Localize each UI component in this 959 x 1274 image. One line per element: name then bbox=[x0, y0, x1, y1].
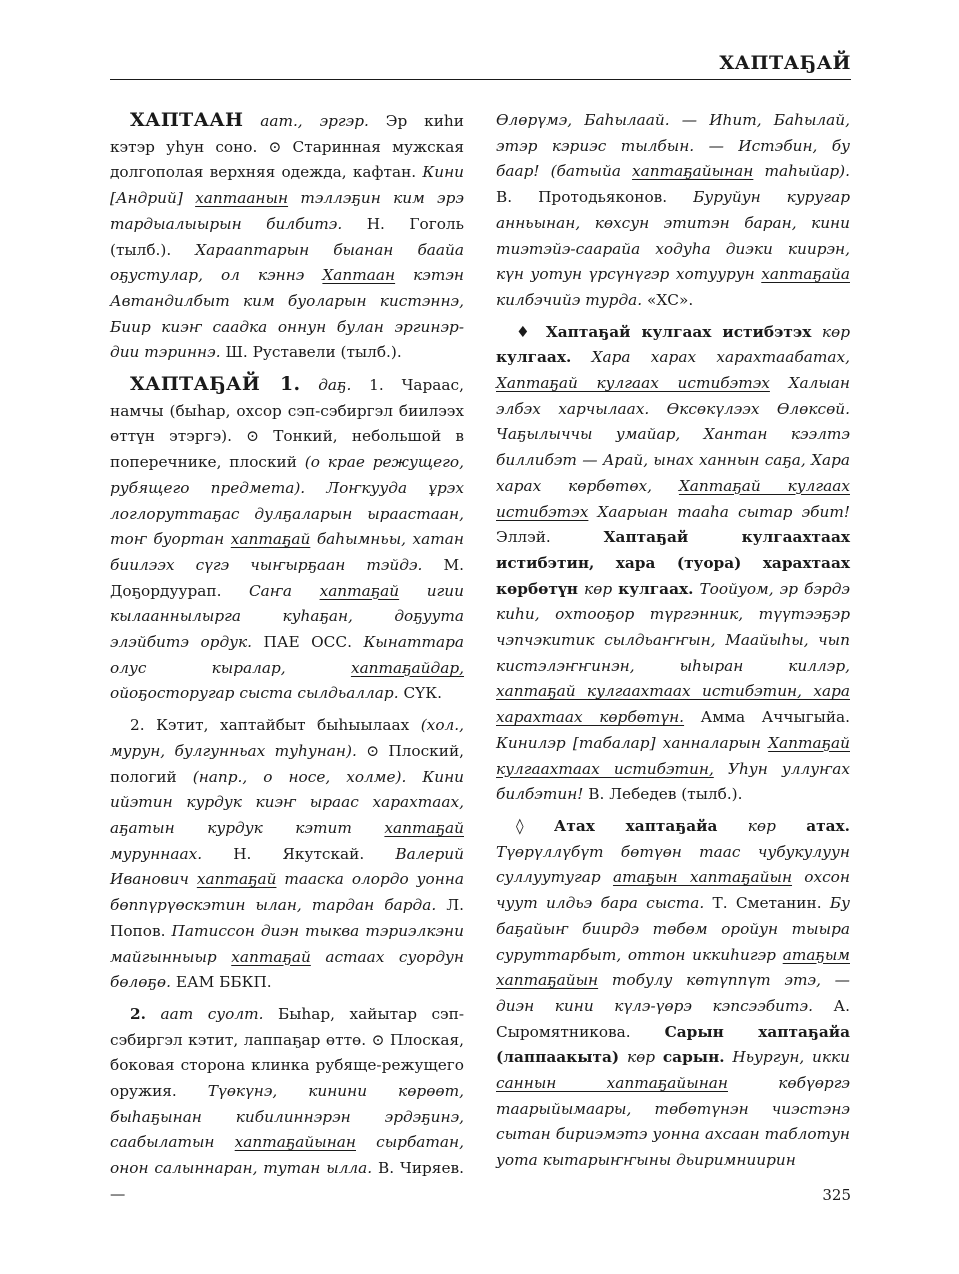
example-keyword: хаптаҕай bbox=[384, 818, 464, 837]
example-keyword: хаптаҕайынан bbox=[632, 162, 754, 181]
example-keyword: хаптаанын bbox=[195, 189, 289, 208]
idiom-atakh-khaptagaia bbox=[496, 814, 850, 1174]
example: игии кылааннылырга куһаҕан, доҕуута элэйбитэ ордук. bbox=[110, 581, 464, 652]
example-keyword: Хаптаҕай кулгаах истибэтэх bbox=[496, 374, 770, 393]
source: Ш. Руставели (тылб.). bbox=[225, 343, 402, 362]
example-keyword: хаптаҕайынан bbox=[234, 1133, 356, 1152]
source: В. Протодьяконов. bbox=[496, 188, 668, 207]
right-column bbox=[496, 108, 850, 1180]
example-keyword: хаптаҕай bbox=[230, 530, 311, 549]
source: ПАЕ ОСС. bbox=[263, 633, 352, 652]
example: Кини ийэтин курдук киэҥ ыраас харахтаах, аҕатын курдук кэтит bbox=[110, 767, 464, 837]
source: ЕАМ ББКП. bbox=[175, 973, 272, 992]
source: Л. Попов. bbox=[110, 896, 464, 940]
idiom-headword: Атах хаптаҕайа bbox=[553, 816, 718, 835]
grammar-label: аат., эргэр. bbox=[260, 112, 369, 130]
source: Н. Гоголь (тылб.). bbox=[110, 214, 464, 259]
example: Өлөрүмэ, Баһылаай. — Иhит, Баһылай, этэр кэриэс тылбын. — Истэбин, бу баар! (батыйа bbox=[496, 111, 850, 181]
usage-note: (напр., о носе, холме). bbox=[192, 767, 407, 786]
source: Н. Якутскай. bbox=[233, 844, 365, 863]
example-keyword: атаҕым хаптаҕайын bbox=[496, 945, 850, 990]
headword: ХАПТААН bbox=[130, 109, 244, 131]
example: тааска олордо уонна бөппүрүөскэтин ылан, тардан барда. bbox=[110, 870, 464, 915]
grammar-label: аат суолт. bbox=[160, 1004, 264, 1023]
example: Кынаттара олус кыралар, bbox=[110, 633, 464, 677]
example: Саҥа bbox=[248, 581, 293, 600]
example-keyword: хаптаҕайдар, bbox=[350, 658, 464, 677]
example-keyword: Хаптаҕай кулгаахтаах истибэтин, bbox=[496, 733, 850, 778]
example-keyword: саннын хаптаҕайынан bbox=[496, 1074, 728, 1093]
source: Амма Аччыгыйа. bbox=[700, 708, 850, 727]
see-label: көр bbox=[747, 816, 776, 835]
idiom-marker: ◊ bbox=[516, 816, 524, 835]
example: таһыйар). bbox=[764, 162, 850, 181]
cross-reference: атах. bbox=[806, 816, 850, 835]
source: «ХС». bbox=[647, 290, 694, 309]
continued-examples bbox=[496, 108, 850, 314]
example: тобулу көтүппүт этэ, — диэн кини күлэ-үөрэ кэпсээбитэ. bbox=[496, 971, 850, 1015]
see-label: көр bbox=[626, 1048, 656, 1067]
entry-haptagai-1 bbox=[110, 372, 464, 707]
example: Халыан элбэх харчылаах. Өксөкүлээх Өлөксөй. Чаҕылыччы умайар, Хантан кээлтэ биллибэт — Арай, ынах ханнын саҕа, Хара харах көрбөтөх, bbox=[496, 374, 850, 495]
example: ойоҕосторугар сыста сылдьаллар. bbox=[110, 684, 399, 703]
example: Тоойуом, эр бэрдэ киһи, охтооҕор түргэнник, түүтээҕэр чэпчэкитик сылдьаҥҥын, Маайыһы, чып кистэлэҥҥинэн, ыһыран киллэр, bbox=[496, 579, 850, 675]
definition: 2. Кэтит, хаптайбыт быһыылаах bbox=[130, 716, 410, 735]
example-keyword: хаптаҕай bbox=[196, 870, 277, 889]
left-column bbox=[110, 108, 464, 1214]
example: Ньургун, икки bbox=[732, 1048, 850, 1067]
cross-reference: сарын. bbox=[662, 1048, 725, 1067]
example: Харааптарын быанан баайа оҕустулар, ол кэннэ bbox=[110, 240, 464, 285]
example: Кинилэр [табалар] ханналарын bbox=[496, 733, 761, 752]
example-keyword: хаптаҕай кулгаахтаах истибэтин, хара харахтаах көрбөтүн. bbox=[496, 682, 850, 727]
page-number: 325 bbox=[822, 1186, 851, 1204]
running-head: ХАПТАҔАЙ bbox=[719, 52, 851, 74]
usage-note: (о крае режущего, рубящего предмета). bbox=[110, 453, 464, 497]
example: көбүөргэ таарыйымаары, төбөтүнэн чиэстэнэ сытан бириэмэтэ уонна ахсаан таблотун уота кытарыҥҥыны дьиримниирин bbox=[496, 1074, 850, 1170]
source: В. Лебедев (тылб.). bbox=[588, 785, 743, 804]
example: Хаарыан тааһа сытар эбит! bbox=[597, 502, 850, 521]
entry-haptaan bbox=[110, 108, 464, 366]
source: В. Чиряев. — bbox=[110, 1159, 464, 1203]
example: Лоҥкууда ұрэх логлоруттаҕас дулҕаларын ыраастаан, тоҥ буортан bbox=[110, 478, 464, 549]
example-keyword: хаптаҕайа bbox=[761, 265, 850, 284]
example-keyword: хаптаҕай bbox=[231, 947, 311, 966]
header-rule bbox=[110, 79, 851, 80]
idiom-khaptagai-kulgaakh bbox=[496, 320, 850, 808]
example: Хара харах харахтаабатах, bbox=[591, 348, 850, 367]
source: Эллэй. bbox=[496, 528, 551, 547]
example: Бу баҕайыҥ биирдэ төбөм оройун тыыра суруттарбыт, оттон иккиһигэр bbox=[496, 894, 850, 964]
example: Түөрүллүбүт бөтүөн таас чубукулуун суллуутугар bbox=[496, 842, 850, 887]
idiom-marker: ♦ bbox=[516, 322, 536, 341]
idiom-headword: Хаптаҕай кулгаахтаах истибэтин, хара (туора) харахтаах көрбөтүн bbox=[496, 528, 850, 598]
example: астаах суордун бөлөҕө. bbox=[110, 947, 464, 992]
homonym-2 bbox=[110, 1002, 464, 1208]
example: Патиссон диэн тыква тэриэлкэни майгынныыр bbox=[110, 921, 464, 966]
see-label: көр bbox=[821, 322, 850, 341]
source: Т. Сметанин. bbox=[712, 894, 822, 913]
sense-2 bbox=[110, 713, 464, 996]
usage-note: (хол., мурун, булгунньах туһунан). bbox=[110, 716, 464, 760]
translation: ⊙ Плоский, пологий bbox=[110, 741, 464, 786]
example-keyword: Хаптаҕай кулгаах истибэтэх bbox=[496, 476, 850, 521]
example: тэллэҕин ким эрэ тардыалыырын билбитэ. bbox=[110, 189, 464, 233]
headword: ХАПТАҔАЙ 1. bbox=[130, 373, 301, 396]
see-label: көр bbox=[583, 579, 613, 598]
source: А. Сыромятникова. bbox=[496, 996, 850, 1041]
example: Валерий Иванович bbox=[110, 844, 464, 889]
example: баһымньы, хатан биилээх сүгэ чыҥырҕаан тэйдэ. bbox=[110, 530, 464, 574]
example: Кини [Андрий] bbox=[110, 163, 464, 208]
cross-reference: кулгаах. bbox=[618, 579, 694, 598]
example: Түөкүнэ, кинини көрөөт, быһаҕынан кибилиннэрэн эрдэҕинэ, саабылатын bbox=[110, 1082, 464, 1152]
example: килбэчийэ турда. bbox=[496, 290, 643, 309]
example-keyword: хаптаҕай bbox=[319, 581, 400, 600]
definition: 1. Чараас, намчы (быһар, охсор сэп-сэбиргэл биилээх өттүн этэргэ). ⊙ Тонкий, небольшой в поперечнике, плоский bbox=[110, 376, 464, 472]
source: М. Доҕордуурап. bbox=[110, 555, 464, 600]
example: Буруйун куругар анньынан, көхсун этитэн баран, кини тиэтэйэ-саарайа ходуһа диэки киирэн, күн уотун үрсүнүгэр хотуурун bbox=[496, 188, 850, 284]
homonym-number: 2. bbox=[130, 1004, 146, 1023]
definition: Быһар, хайытар сэп-сэбиргэл кэтит, лаппаҕар өттө. ⊙ Плоская, боковая сторона клинка рубяще-режущего оружия. bbox=[110, 1004, 464, 1101]
example: сырбатан, онон салыннаран, тутан ылла. bbox=[110, 1133, 464, 1178]
example: Уһун уллуҥах билбэтин! bbox=[496, 759, 850, 804]
example-keyword: атаҕын хаптаҕайын bbox=[612, 868, 793, 887]
example: кэтэн Автандилбыт ким буоларын кистэннэ, Биир киэҥ саадка оннун булан эргинэр-дии тэриннэ. bbox=[110, 266, 464, 362]
source: СҮК. bbox=[403, 684, 442, 703]
definition: Эр киһи кэтэр уһун соно. ⊙ Старинная мужская долгополая верхняя одежда, кафтан. bbox=[110, 112, 464, 182]
idiom-headword: Сарын хаптаҕайа (лаппаакыта) bbox=[496, 1022, 850, 1067]
grammar-label: даҕ. bbox=[318, 376, 352, 395]
idiom-headword: Хаптаҕай кулгаах истибэтэх bbox=[545, 322, 812, 341]
example: охсон чуут илдьэ бара сыста. bbox=[496, 868, 850, 913]
example-keyword: Хаптаан bbox=[322, 266, 396, 285]
cross-reference: кулгаах. bbox=[496, 348, 572, 367]
example: муруннаах. bbox=[110, 844, 203, 863]
